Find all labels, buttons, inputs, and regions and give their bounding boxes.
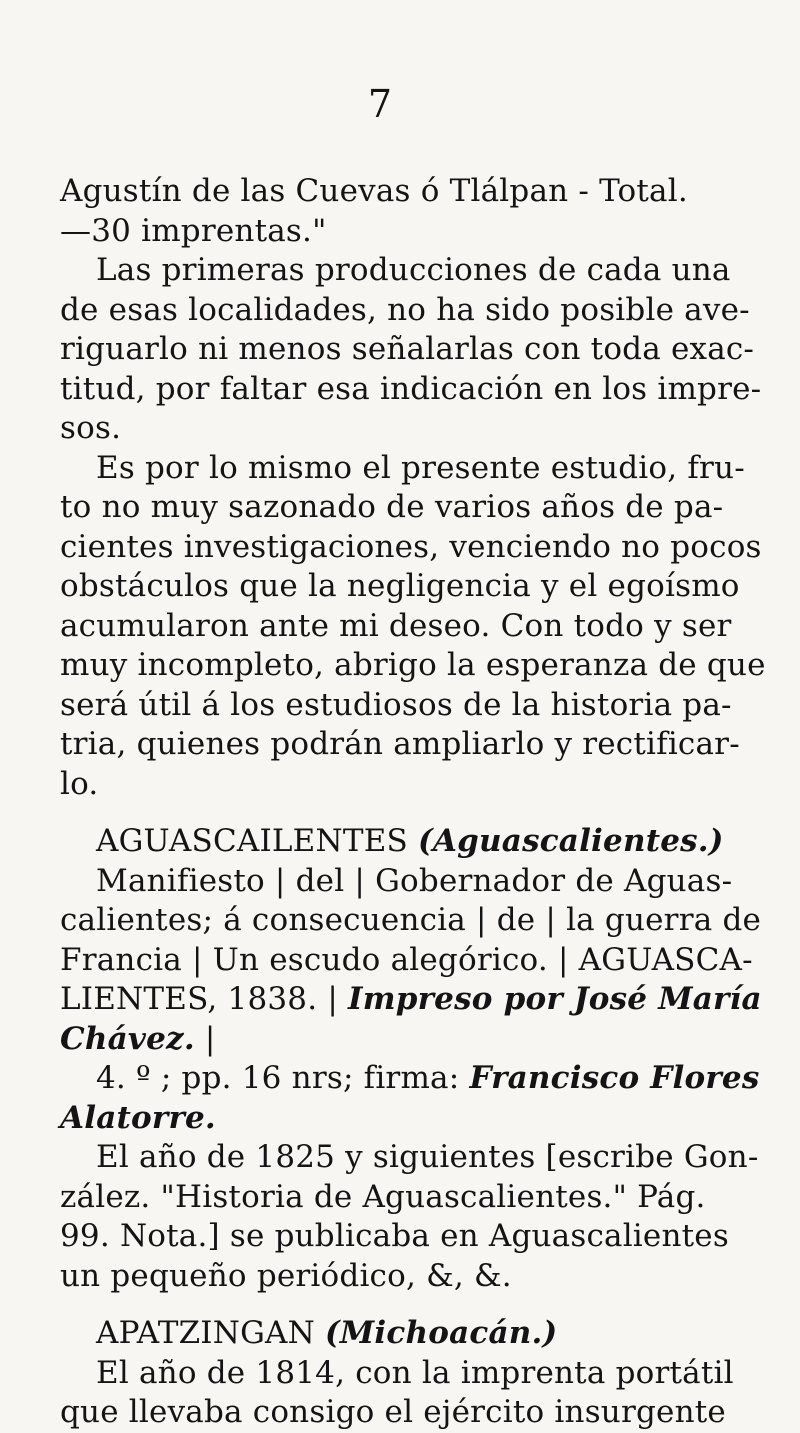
- imprint-printer-surname: Chávez.: [60, 1020, 195, 1057]
- heading-region: (Aguascalientes.): [418, 823, 724, 859]
- text-line: calientes; á consecuencia | de | la guerra de: [60, 902, 762, 938]
- text-line: titud, por faltar esa indicación en los impre-: [60, 370, 762, 407]
- paragraph-1: [60, 172, 750, 251]
- text-line: zález. "Historia de Aguascalientes." Pág.: [60, 1178, 706, 1215]
- section-heading: [60, 822, 750, 862]
- text-line: Es por lo mismo el presente estudio, fru-: [96, 449, 745, 486]
- imprint-line: [60, 980, 762, 1020]
- imprint-printer: Impreso por José María: [348, 981, 762, 1017]
- format-text: 4. º ; pp. 16 nrs; firma:: [96, 1060, 470, 1096]
- imprint-year: 1838. |: [217, 981, 349, 1017]
- section-aguascalientes: [60, 822, 762, 1296]
- paragraph-2: [60, 251, 762, 449]
- text-line: El año de 1825 y siguientes [escribe Gon-: [96, 1139, 759, 1175]
- format-signer: Francisco Flores: [469, 1060, 760, 1096]
- text-line: acumularon ante mi deseo. Con todo y ser: [60, 607, 732, 644]
- text-line: que llevaba consigo el ejército insurgente: [60, 1394, 726, 1430]
- imprint-end: |: [194, 1020, 216, 1057]
- text-line: Las primeras producciones de cada una: [96, 252, 731, 288]
- text-line: Manifiesto | del | Gobernador de Aguas-: [96, 862, 733, 899]
- section-heading: [60, 1314, 750, 1354]
- paragraph-3: [60, 449, 766, 805]
- body-text: [60, 172, 766, 1433]
- text-line: lo.: [60, 765, 99, 802]
- text-line: tria, quienes podrán ampliarlo y rectificar-: [60, 726, 740, 762]
- text-line: obstáculos que la negligencia y el egoísmo: [60, 568, 740, 604]
- section-apatzingan: [60, 1314, 750, 1433]
- text-line: Francia | Un escudo alegórico. | AGUASCA-: [60, 941, 753, 978]
- text-line: El año de 1814, con la imprenta portátil: [96, 1354, 734, 1391]
- text-line: to no muy sazonado de varios años de pa-: [60, 489, 724, 525]
- text-line: cientes investigaciones, venciendo no pocos: [60, 528, 762, 565]
- text-line: —30 imprentas.": [60, 212, 327, 249]
- heading-region: (Michoacán.): [325, 1315, 558, 1351]
- text-line: de esas localidades, no ha sido posible ave-: [60, 291, 750, 328]
- page-number: 7: [367, 82, 393, 126]
- text-line: riguarlo ni menos señalarlas con toda exac-: [60, 331, 755, 367]
- format-line: [60, 1059, 760, 1099]
- text-line: un pequeño periódico, &, &.: [60, 1257, 512, 1294]
- text-line: muy incompleto, abrigo la esperanza de que: [60, 647, 766, 683]
- heading-name: APATZINGAN: [96, 1315, 315, 1351]
- text-line: 99. Nota.] se publicaba en Aguascalientes: [60, 1218, 729, 1254]
- text-line: sos.: [60, 410, 122, 446]
- text-line: Agustín de las Cuevas ó Tlálpan - Total.: [60, 173, 688, 209]
- format-signer-surname: Alatorre.: [60, 1099, 216, 1136]
- heading-name: AGUASCAILENTES: [96, 823, 408, 859]
- imprint-line: [60, 1020, 750, 1060]
- text-line: será útil á los estudiosos de la historia pa-: [60, 686, 732, 723]
- imprint-place: LIENTES,: [60, 981, 218, 1017]
